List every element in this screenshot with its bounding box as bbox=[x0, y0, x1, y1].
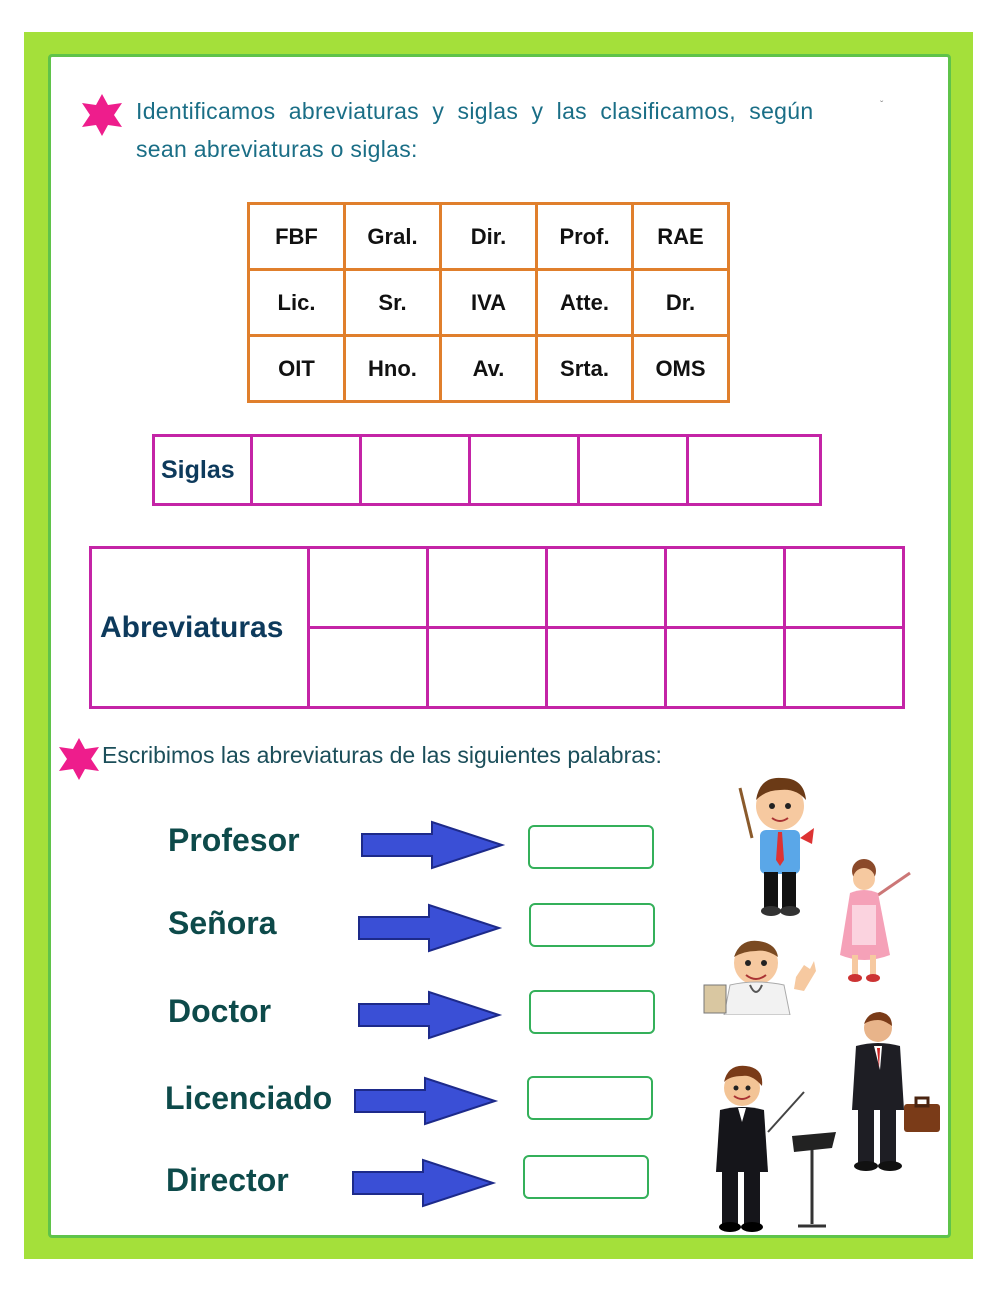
abreviaturas-answer-cell[interactable] bbox=[785, 628, 904, 708]
table-cell: OMS bbox=[633, 336, 729, 402]
instruction-1-line-2: sean abreviaturas o siglas: bbox=[136, 136, 418, 162]
table-row bbox=[249, 336, 729, 402]
arrow-icon bbox=[357, 990, 503, 1040]
siglas-answer-cell[interactable] bbox=[688, 436, 821, 505]
abreviaturas-answer-cell[interactable] bbox=[428, 628, 547, 708]
word-label: Señora bbox=[168, 905, 277, 941]
answer-box[interactable] bbox=[529, 903, 655, 947]
answer-box[interactable] bbox=[523, 1155, 649, 1199]
word-label: Doctor bbox=[168, 993, 272, 1029]
word-label: Profesor bbox=[168, 822, 300, 858]
answer-box[interactable] bbox=[529, 990, 655, 1034]
star-icon bbox=[80, 94, 124, 136]
star-icon bbox=[57, 738, 101, 780]
answer-box[interactable] bbox=[527, 1076, 653, 1120]
conductor-illustration bbox=[712, 1062, 840, 1234]
siglas-table bbox=[152, 434, 822, 506]
table-cell: Dir. bbox=[441, 204, 537, 270]
arrow-icon bbox=[360, 820, 506, 870]
arrow-icon bbox=[353, 1076, 499, 1126]
abreviaturas-answer-cell[interactable] bbox=[785, 548, 904, 628]
abreviaturas-answer-cell[interactable] bbox=[309, 548, 428, 628]
table-cell: IVA bbox=[441, 270, 537, 336]
table-cell: Lic. bbox=[249, 270, 345, 336]
lady-illustration bbox=[836, 855, 920, 985]
abreviaturas-label: Abreviaturas bbox=[91, 548, 309, 708]
abreviaturas-answer-cell[interactable] bbox=[428, 548, 547, 628]
siglas-answer-cell[interactable] bbox=[579, 436, 688, 505]
abreviaturas-answer-cell[interactable] bbox=[666, 628, 785, 708]
abreviaturas-answer-cell[interactable] bbox=[547, 628, 666, 708]
doctor-illustration bbox=[700, 935, 818, 1015]
word-table bbox=[247, 202, 730, 403]
table-cell: Hno. bbox=[345, 336, 441, 402]
businessman-illustration bbox=[844, 1010, 948, 1172]
abreviaturas-answer-cell[interactable] bbox=[666, 548, 785, 628]
decorative-mark: ˇ bbox=[880, 100, 884, 111]
table-cell: Dr. bbox=[633, 270, 729, 336]
word-label: Licenciado bbox=[165, 1080, 333, 1116]
siglas-label: Siglas bbox=[154, 436, 252, 505]
abreviaturas-answer-cell[interactable] bbox=[547, 548, 666, 628]
table-row bbox=[249, 270, 729, 336]
siglas-answer-cell[interactable] bbox=[470, 436, 579, 505]
table-cell: Sr. bbox=[345, 270, 441, 336]
table-cell: RAE bbox=[633, 204, 729, 270]
instruction-2: Escribimos las abreviaturas de las siguientes palabras: bbox=[102, 742, 662, 768]
arrow-icon bbox=[357, 903, 503, 953]
table-cell: Av. bbox=[441, 336, 537, 402]
table-cell: Gral. bbox=[345, 204, 441, 270]
arrow-icon bbox=[351, 1158, 497, 1208]
answer-box[interactable] bbox=[528, 825, 654, 869]
table-cell: Atte. bbox=[537, 270, 633, 336]
instruction-1-line-1: Identificamos abreviaturas y siglas y las clasificamos, según bbox=[136, 98, 814, 124]
abreviaturas-table bbox=[89, 546, 905, 709]
word-label: Director bbox=[166, 1162, 289, 1198]
table-cell: FBF bbox=[249, 204, 345, 270]
siglas-answer-cell[interactable] bbox=[361, 436, 470, 505]
table-row bbox=[249, 204, 729, 270]
table-cell: Prof. bbox=[537, 204, 633, 270]
table-cell: Srta. bbox=[537, 336, 633, 402]
instruction-1 bbox=[136, 92, 836, 168]
abreviaturas-answer-cell[interactable] bbox=[309, 628, 428, 708]
siglas-answer-cell[interactable] bbox=[252, 436, 361, 505]
table-cell: OIT bbox=[249, 336, 345, 402]
teacher-illustration bbox=[730, 768, 822, 918]
